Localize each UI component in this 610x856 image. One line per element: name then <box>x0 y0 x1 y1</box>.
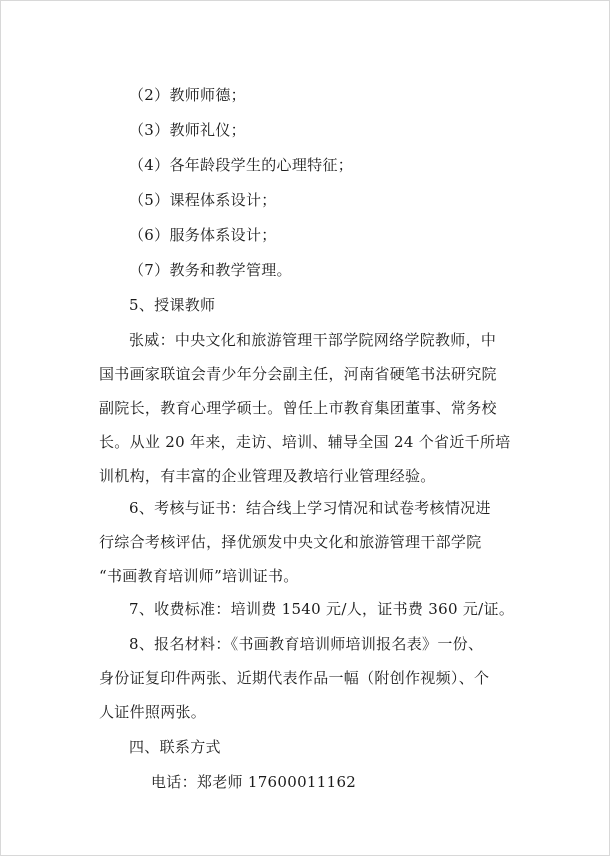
list-item: （6）服务体系设计； <box>129 226 277 244</box>
bio-line: 副院长，教育心理学硕士。曾任上市教育集团董事、常务校 <box>99 399 497 417</box>
section-line: “书画教育培训师”培训证书。 <box>99 567 299 585</box>
bio-line: 训机构，有丰富的企业管理及教培行业管理经验。 <box>99 467 436 485</box>
section-heading: 四、联系方式 <box>129 738 221 756</box>
section-line: 8、报名材料：《书画教育培训师培训报名表》一份、 <box>129 635 484 653</box>
contact-phone: 电话：郑老师 17600011162 <box>151 773 357 791</box>
list-item: （4）各年龄段学生的心理特征； <box>129 156 354 174</box>
list-item: （7）教务和教学管理。 <box>129 261 292 279</box>
bio-line: 国书画家联谊会青少年分会副主任，河南省硬笔书法研究院 <box>99 365 497 383</box>
section-line: 6、考核与证书：结合线上学习情况和试卷考核情况进 <box>129 499 491 517</box>
list-item: （3）教师礼仪； <box>129 121 246 139</box>
section-line: 身份证复印件两张、近期代表作品一幅（附创作视频）、个 <box>99 669 490 687</box>
list-item: （2）教师师德； <box>129 86 246 104</box>
bio-line: 张威：中央文化和旅游管理干部学院网络学院教师，中 <box>129 331 497 349</box>
section-line: 行综合考核评估，择优颁发中央文化和旅游管理干部学院 <box>99 533 482 551</box>
section-line: 7、收费标准：培训费 1540 元/人，证书费 360 元/证。 <box>129 600 515 618</box>
bio-line: 长。从业 20 年来，走访、培训、辅导全国 24 个省近千所培 <box>99 433 511 451</box>
list-item: （5）课程体系设计； <box>129 191 277 209</box>
section-line: 人证件照两张。 <box>99 703 207 721</box>
section-heading: 5、授课教师 <box>129 296 216 314</box>
